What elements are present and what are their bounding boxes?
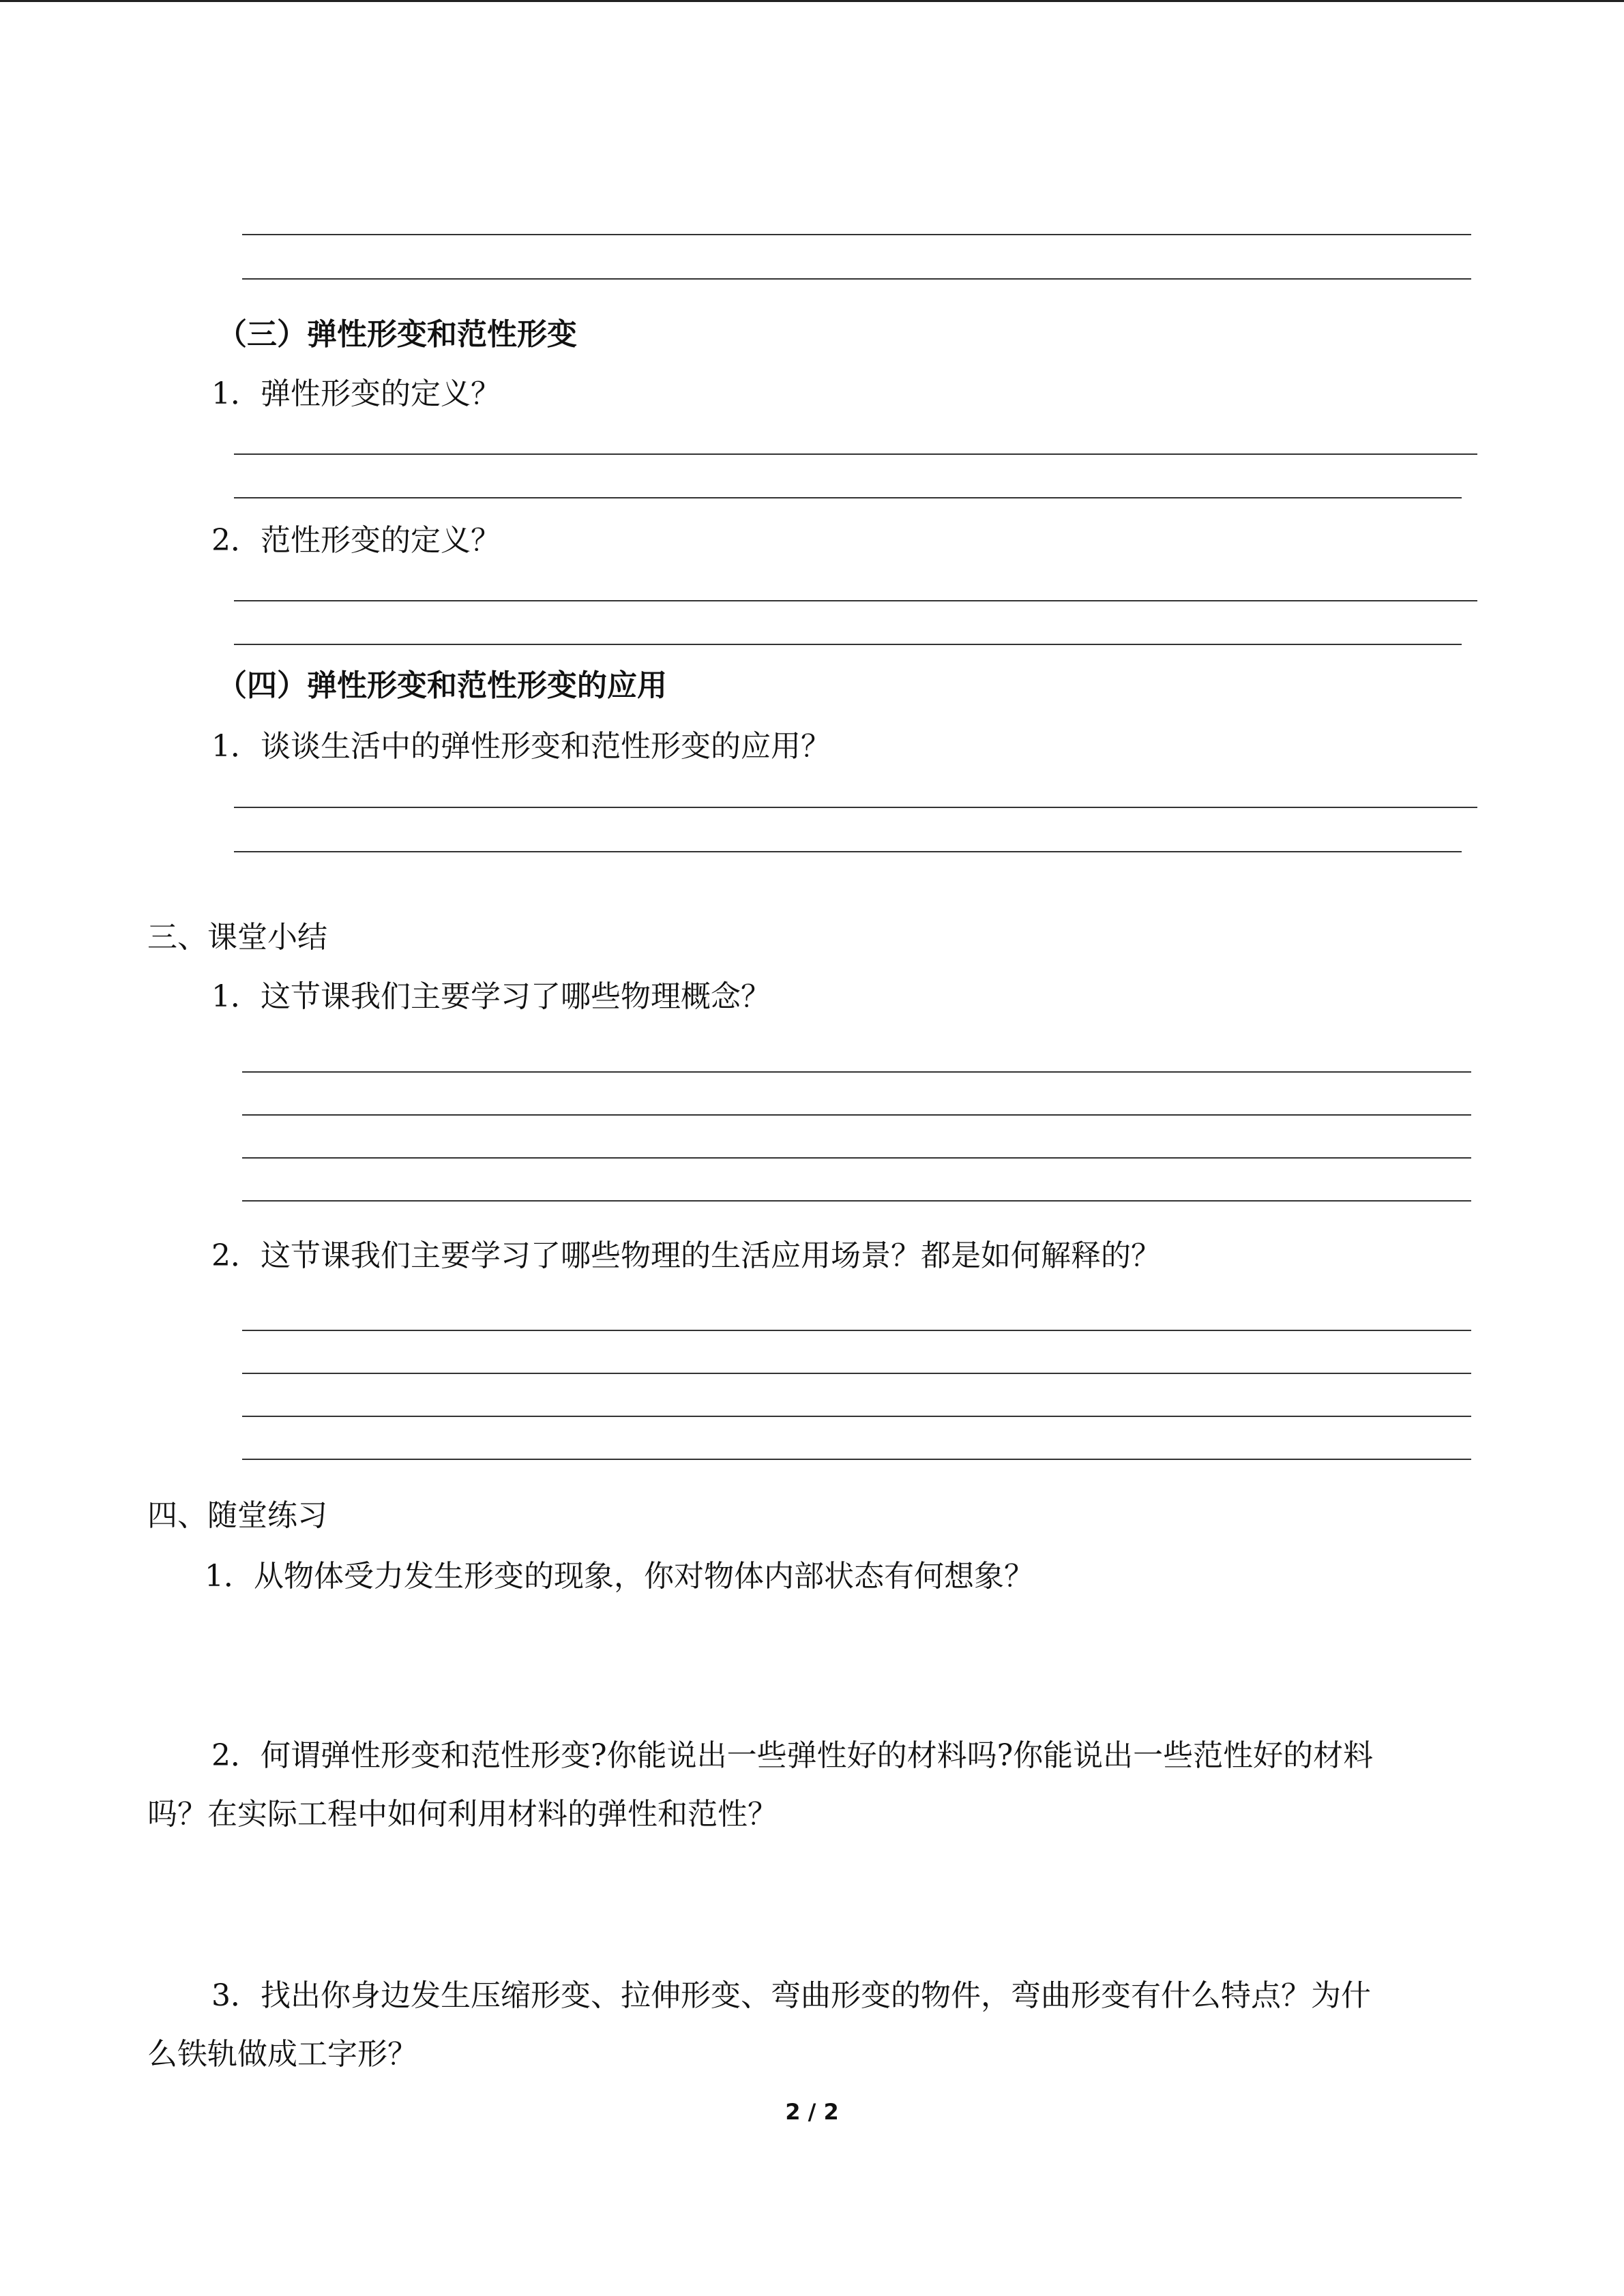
section-4-question-1: 1．谈谈生活中的弹性形变和范性形变的应用？ [211, 729, 831, 764]
answer-line [234, 851, 1462, 852]
summary-question-2: 2．这节课我们主要学习了哪些物理的生活应用场景？都是如何解释的？ [211, 1238, 1161, 1273]
practice-heading: 四、随堂练习 [147, 1498, 327, 1533]
section-3-question-1: 1．弹性形变的定义？ [211, 376, 501, 411]
answer-line [242, 234, 1471, 235]
practice-question-3-line-1: 3．找出你身边发生压缩形变、拉伸形变、弯曲形变的物件，弯曲形变有什么特点？为什 [211, 1978, 1371, 2013]
answer-line [242, 1157, 1471, 1159]
practice-question-1: 1．从物体受力发生形变的现象，你对物体内部状态有何想象？ [205, 1559, 1034, 1594]
answer-line [234, 807, 1477, 808]
practice-question-3-line-2: 么铁轨做成工字形？ [147, 2037, 417, 2072]
section-3-question-2: 2．范性形变的定义？ [211, 523, 501, 558]
page-top-border [0, 0, 1624, 2]
answer-line [242, 1459, 1471, 1460]
summary-question-1: 1．这节课我们主要学习了哪些物理概念？ [211, 979, 771, 1014]
answer-line [242, 1373, 1471, 1374]
answer-line [234, 497, 1462, 498]
section-3-heading: （三）弹性形变和范性形变 [217, 317, 577, 352]
answer-line [242, 278, 1471, 280]
answer-line [242, 1330, 1471, 1331]
answer-line [242, 1200, 1471, 1202]
answer-line [234, 453, 1477, 455]
page-number: 2 / 2 [785, 2099, 839, 2125]
answer-line [234, 644, 1462, 645]
summary-heading: 三、课堂小结 [147, 920, 327, 955]
answer-line [242, 1416, 1471, 1417]
answer-line [242, 1114, 1471, 1116]
practice-question-2-line-2: 吗？在实际工程中如何利用材料的弹性和范性？ [147, 1797, 778, 1832]
practice-question-2-line-1: 2．何谓弹性形变和范性形变?你能说出一些弹性好的材料吗?你能说出一些范性好的材料 [211, 1738, 1374, 1773]
section-4-heading: （四）弹性形变和范性形变的应用 [217, 668, 667, 703]
answer-line [234, 600, 1477, 601]
answer-line [242, 1071, 1471, 1073]
